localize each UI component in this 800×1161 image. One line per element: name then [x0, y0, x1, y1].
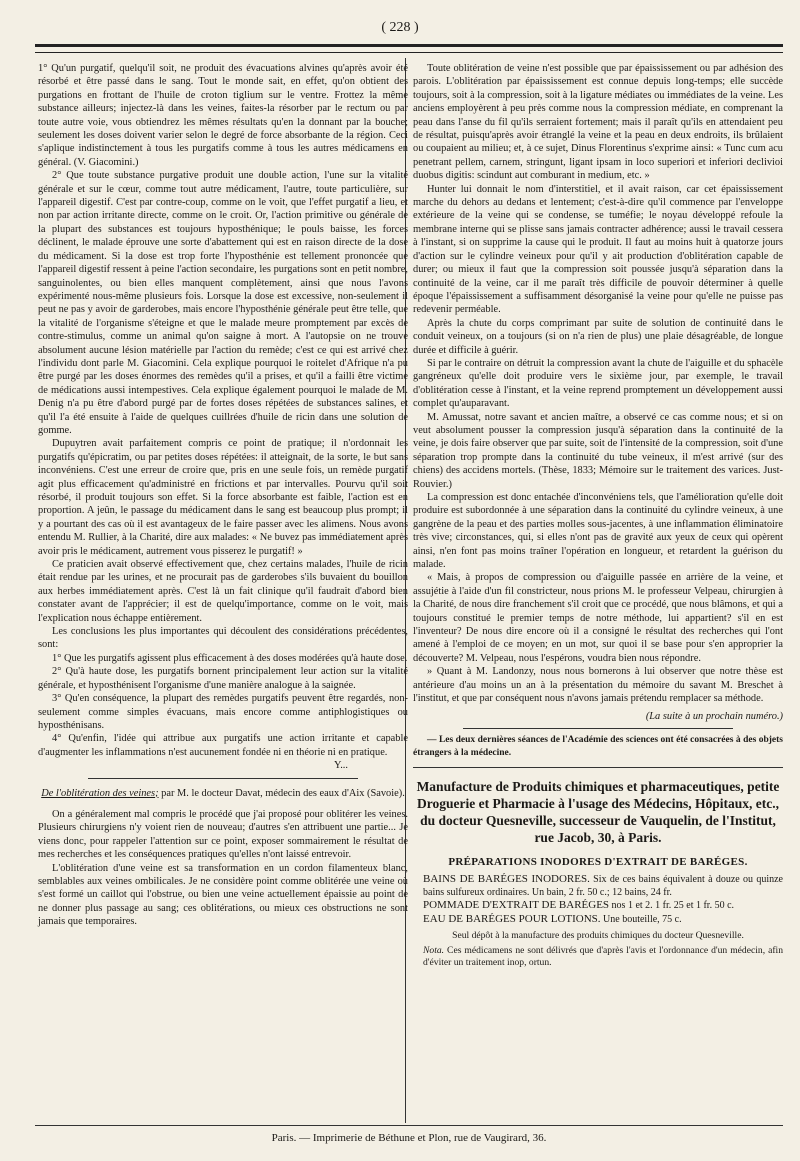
paragraph: » Quant à M. Landonzy, nous nous bornerons à lui observer que notre thèse est antérieure d'au moins un an à la présentation du mémoire du savant M. Breschet à l'institut, et que par conséquent nous n'avons jamais prétendu remplacer sa méthode.: [413, 666, 783, 705]
paragraph: 3° Qu'en conséquence, la plupart des remèdes purgatifs peuvent être regardés, non-seulement comme simples évacuans, mais encore comme antiphlogistiques ou hyposthénisans.: [38, 693, 408, 731]
paragraph: « Mais, à propos de compression ou d'aiguille passée en arrière de la veine, et assujétie à l'aide d'un fil constricteur, nous prions M. le professeur Velpeau, chirurgien à la Charité, de nous dire franchement s'il croit que ce procédé, que nous blâmons, et qui a toujours constitué le premier temps de notre méthode, lui appartient? s'il en est l'inventeur? De nous dire encore où il a consigné le résultat des recherches qui l'ont amené à l'emploi de ce moyen; en un mot, sur quoi il se base pour s'en approprier la découverte? M. Velpeau, nous l'espérons, voudra bien nous répondre.: [413, 572, 783, 664]
advert-item-desc: Une bouteille, 75 c.: [600, 913, 682, 925]
advert-item-name: EAU DE BARÉGES POUR LOTIONS.: [423, 912, 601, 925]
paragraph: 2° Que toute substance purgative produit une double action, l'une sur la vitalité générale et sur le cœur, comme tout autre médicament, l'autre, toute particulière, sur l'appareil digestif. C'est par contre-coup, comme on le voit, que l'effet purgatif a lieu, et non par action irritante directe, comme on le croit. Or, l'action primitive ou générale de la plupart des substances est toujours hyposthénique; le pouls baisse, les forces déclinent, le malade éprouve une sorte d'abattement qui est en raison directe de la dose du médicament. Si la dose est trop forte l'hyposthénie est tellement prononcée que l'appareil digestif ressent à peine l'action secondaire, les purgations sont en petit nombre, sanguinolentes, ou bien elles manquent complètement, ainsi que nous l'avons expérimenté nous-même plusieurs fois. Lorsque la dose est excessive, non-seulement il peut ne pas y avoir de garderobes, mais encore l'hyposthénie générale peut être telle, que la vitalité de l'organisme s'éteigne et que le malade meure promptement par excès de contre-stimulus, comme un animal qu'on saigne à mort. A l'autopsie on ne trouve absolument aucune lésion matérielle par l'action du remède; c'est ce qui est arrivé chez l'individu dont parle M. Giacomini. Cela explique pourquoi le roitelet d'Afrique n'a pu être purgé par les doses énormes des remèdes qu'il a prises, et qu'il a failli être victime de médications aussi intempestives. Cela explique également pourquoi le malade de M. Denig n'a pu être d'abord purgé par de fortes doses répétées de substances salines, et qu'il l'a été ensuite à l'aide de quelques cuillrées d'huile de ricin dans une solution de gomme.: [38, 170, 408, 436]
paragraph: Si par le contraire on détruit la compression avant la chute de l'aiguille et du sphacèle gangréneux qu'elle doit produire vers le sixième jour, par exemple, le travail d'oblitération cesse à l'instant, et la veine reprend promptement un développement aussi complet qu'auparavant.: [413, 357, 783, 410]
academy-notice: — Les deux dernières séances de l'Académie des sciences ont été consacrées à des objets étrangers à la médecine.: [413, 734, 783, 759]
paragraph: L'oblitération d'une veine est sa transformation en un cordon filamenteux blanc, semblables aux veines ombilicales. Je ne considère point comme oblitérée une veine où s'est formé un caillot qui l'obstrue, ou bien une veine actuellement épaissie au point de ne donner plus passage au sang; ces oblitérations, ou mieux ces obstructions ne sont jamais que temporaires.: [38, 862, 408, 928]
advert-subtitle: PRÉPARATIONS INODORES D'EXTRAIT DE BARÉGES.: [448, 855, 748, 868]
paragraph: Hunter lui donnait le nom d'interstitiel, et il avait raison, car cet épaississement marche du dehors au dedans et lentement; c'est-à-dire qu'il commence par l'enveloppe extérieure de la veine qui se condense, se tuméfie; le noyau développé refoule la membrane interne qui se plisse sans jamais contracter adhérence; aussi le travail cessera à l'instant, si on supprime la cause qui le produit. Il faut au moins huit à quatorze jours d'action sur le cylindre veineux pour qu'il y ait production d'oblitération capable de durer; ou mieux il faut que la compression soit poussée jusqu'à séparation dans la continuité de la veine, car il me paraît très difficile de pouvoir déterminer à quelle époque l'épaississement a suffisamment désorganisé la veine pour qu'elle ne puisse pas redevenir perméable.: [413, 183, 783, 316]
paragraph: Toute oblitération de veine n'est possible que par épaississement ou par adhésion des parois. L'oblitération par épaississement est connue depuis long-temps; elle succède toujours, soit à la compression, soit à la ligature médiates ou immédiates de la veine. Les anciens employèrent à peu près comme nous la compression médiate, en comprenant la peau dans l'anse du fil qu'ils serraient fortement; mais il paraît qu'ils en attendaient peu de résultat, puisqu'après avoir étranglé la veine et la peau en deux endroits, ils brûlaient ou coupaient au milieu; et, à ce sujet, Dinus Florentinus s'exprime ainsi: « Tunc cum acu penetrant pellem, carnem, stringunt, ligant ipsam in loco superiori et inferiori declivioi duobus digitis: scindunt aut comburant in medium, etc. »: [413, 63, 783, 182]
advert-item-name: BAINS DE BARÉGES INODORES.: [423, 873, 590, 886]
paragraph: Dupuytren avait parfaitement compris ce point de pratique; il n'ordonnait les purgatifs qu'épicratim, ou par petites doses répétées: il atteignait, de la sorte, le but sans inconvéniens. C'est une erreur de croire que, pris en une seule fois, un remède purgatif agit plus efficacement qu'administré en frictions et par intervalles. Pourvu qu'il soit résorbé, il produit toujours son effet. Si la force absorbante est faible, l'action est en proportion. A jeûn, le passage du médicament dans le sang est beaucoup plus prompt; il y a pourtant des cas où il est avantageux de le faire passer avec les alimens. Nous avons entendu M. Rullier, à la Charité, dire aux malades: « Ne buvez pas immédiatement après avoir pris le médicament, autrement vous pisserez le purgatif! »: [38, 438, 408, 557]
separator-rule: [413, 767, 783, 768]
advert-item: [423, 899, 783, 913]
left-column: [38, 62, 408, 929]
paragraph: 4° Qu'enfin, l'idée qui attribue aux purgatifs une action irritante et capable d'augmenter les inflammations n'est aucunement fondée ni en théorie ni en pratique.: [38, 733, 408, 758]
advert-item-desc: nos 1 et 2. 1 fr. 25 et 1 fr. 50 c.: [609, 900, 735, 912]
article-title-rest: par M. le docteur Davat, médecin des eaux d'Aix (Savoie).: [158, 787, 405, 799]
advert-item-name: POMMADE D'EXTRAIT DE BARÉGES: [423, 899, 610, 912]
page-number: ( 228 ): [381, 20, 419, 35]
paragraph: Les conclusions les plus importantes qui découlent des considérations précédentes, sont:: [38, 626, 408, 651]
paragraph: M. Amussat, notre savant et ancien maître, a observé ce cas comme nous; et si on veut absolument pousser la compression jusqu'à séparation dans la continuité de la veine, je dois faire observer que par suite, soit de l'intensité de la compression, soit d'une séparation trop prompte dans la continuité du tube veineux, il m'est arrivé (sur des chiens) des accidens mortels. (Thèse, 1833; Mémoire sur le traitement des varices. Just-Rouvier.): [413, 411, 783, 490]
separator-rule: [463, 728, 733, 729]
top-double-rule: [35, 44, 783, 53]
paragraph: On a généralement mal compris le procédé que j'ai proposé pour oblitérer les veines. Plusieurs chirurgiens n'y voient rien de nouveau; d'autres s'en attribuent une partie... Je viens donc, pour rappeler l'attention sur ce point, exposer sommairement le résultat de mes recherches et les conséquences pratiques qu'elles n'ont laissé entrevoir.: [38, 808, 408, 861]
paragraph: 1° Qu'un purgatif, quelqu'il soit, ne produit des évacuations alvines qu'après avoir été résorbé et être passé dans le sang. Tout le monde sait, en effet, qu'on obtient des purgations en frottant de l'huile de croton tiglium sur le ventre. Frottez la même substance ailleurs; injectez-là dans les veines, faites-la résorber par le rectum ou par toute autre voie, vous obtiendrez les mêmes résultats qu'en la donnant par la bouche; seulement les doses doivent varier selon le degré de force absorbante de la région. Ceci s'aplique indistinctement à tous les purgatifs comme à tous les autres médicamens en général. (V. Giacomini.): [38, 63, 408, 168]
printer-footer: Paris. — Imprimerie de Béthune et Plon, rue de Vaugirard, 36.: [35, 1125, 783, 1144]
article-title-italic: De l'oblitération des veines;: [41, 787, 159, 799]
right-column: [413, 62, 783, 969]
advert-nota-text: Ces médicamens ne sont délivrés que d'après l'avis et l'ordonnance d'un médecin, afin d'éviter un traitement inop, ortun.: [423, 944, 783, 968]
paragraph: Après la chute du corps comprimant par suite de solution de continuité dans le conduit veineux, on a toujours (si on n'a rien de plus) une plaie désagréable, de longue durée et difficile à guérir.: [413, 317, 783, 356]
advert-item: [423, 913, 783, 927]
separator-rule: [88, 778, 358, 779]
advert-nota-label: Nota.: [423, 944, 445, 956]
paragraph: La compression est donc entachée d'inconvéniens tels, que l'amélioration qu'elle doit produire est subordonnée à une séparation dans la continuité du cylindre veineux, à une gangrène de la peau et des parties molles sous-jacentes, à une inflammation éliminatoire très vive; circonstances, qui, si elles n'ont pas de gravité aux yeux de ceux qui opèrent ainsi, n'en font pas moins traîner l'opération en longueur, et retardent la guérison du malade.: [413, 492, 783, 571]
advert-title: Manufacture de Produits chimiques et pharmaceutiques, petite Droguerie et Pharmacie à l'usage des Médecins, Hôpitaux, etc., du docteur Quesneville, successeur de Vauquelin, de l'Institut, rue Jacob, 30, à Paris.: [416, 778, 780, 845]
paragraph: 2° Qu'à haute dose, les purgatifs bornent principalement leur action sur la vitalité générale, et hyposthénisent l'organisme d'une manière analogue à la saignée.: [38, 666, 408, 691]
paragraph: Ce praticien avait observé effectivement que, chez certains malades, l'huile de ricin était rendue par les urines, et ne procurait pas de garderobes s'ils buvaient du bouillon aux herbes immédiatement après. C'est là un fait clinique qu'il faudrait d'abord bien constater avant de l'apprécier; il est de quelqu'importance, comme on le voit, mais l'explication nous échappe entièrement.: [38, 559, 408, 624]
paragraph: 1° Que les purgatifs agissent plus efficacement à des doses modérées qu'à haute dose.: [52, 652, 408, 664]
advert-item-desc: Six de ces bains équivalent à douze ou quinze bains sulfureux ordinaires. Un bain, 2 fr. 50 c.; 12 bains, 24 fr.: [423, 874, 783, 898]
advert-depot: Seul dépôt à la manufacture des produits chimiques du docteur Quesneville.: [452, 929, 744, 941]
signature: Y...: [334, 760, 348, 772]
article-title: [38, 787, 408, 800]
continued-note: (La suite à un prochain numéro.): [645, 710, 783, 722]
advert-item: [423, 873, 783, 899]
advert-nota: [423, 945, 783, 969]
